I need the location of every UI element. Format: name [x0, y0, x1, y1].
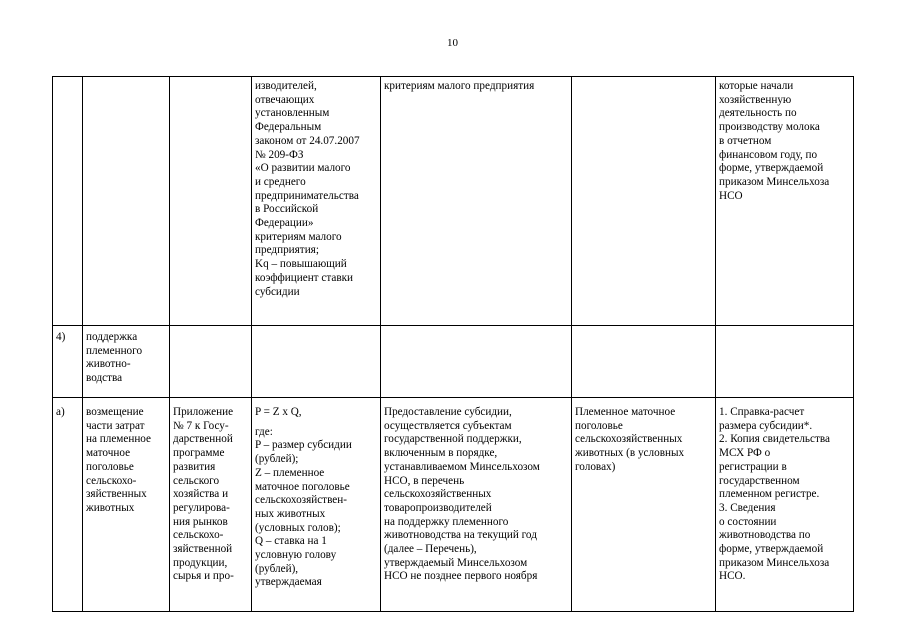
cell-text-line: где: [255, 425, 273, 438]
cell-legal-basis [170, 77, 252, 326]
cell-indicator [572, 398, 716, 612]
cell-text-line: НСО. [719, 570, 746, 583]
table-row [53, 77, 854, 326]
cell-text-line: установленным [255, 107, 330, 120]
cell-text-line: в Российской [255, 203, 319, 216]
cell-text-line: 4) [56, 331, 66, 343]
cell-conditions [381, 398, 572, 612]
cell-text-line: хозяйства и [173, 488, 229, 501]
cell-text-line: 3. Сведения [719, 501, 776, 514]
cell-text-line: сельского [173, 474, 220, 487]
cell-text-line: племенном регистре. [719, 488, 820, 501]
cell-number [53, 326, 83, 398]
cell-text-line: продукции, [173, 556, 228, 569]
cell-conditions [381, 326, 572, 398]
cell-text-line: включенным в порядке, [384, 447, 498, 460]
cell-text-line: животных [86, 501, 135, 514]
cell-text-line: животноводства на текущий год [384, 529, 537, 542]
cell-text-line: племенного [86, 344, 143, 357]
page-number: 10 [447, 37, 458, 49]
cell-text-line: условную голову [255, 549, 337, 562]
cell-direction [83, 77, 170, 326]
cell-text-line: Q – ставка на 1 [255, 535, 327, 548]
cell-text-line: поголовье [575, 419, 623, 432]
cell-text-line: животно- [86, 358, 131, 371]
cell-text-line: МСХ РФ о [719, 447, 771, 460]
cell-text-line: «О развитии малого [255, 162, 351, 175]
cell-text-line: поголовье [86, 460, 134, 473]
cell-text-line: животных (в условных [575, 447, 685, 460]
cell-documents [716, 398, 854, 612]
cell-text-line: (далее – Перечень), [384, 543, 477, 556]
cell-text-line: регистрации в [719, 460, 787, 473]
table-row [53, 326, 854, 398]
cell-text-line: Предоставление субсидии, [384, 406, 512, 418]
cell-text-line: финансовом году, по [719, 148, 818, 161]
cell-text-line: части затрат [86, 419, 145, 432]
cell-text-line: форме, утверждаемой [719, 162, 824, 175]
cell-text-line: 1. Справка-расчет [719, 406, 805, 418]
cell-text-line: дарственной [173, 433, 233, 446]
cell-text-line: приказом Минсельхоза [719, 175, 830, 188]
cell-text-line: государственной поддержки, [384, 433, 522, 446]
cell-text-line: сельскохо- [173, 529, 224, 542]
cell-text-line: хозяйственную [719, 93, 792, 106]
cell-text-line: о состоянии [719, 515, 777, 528]
cell-text-line: ния рынков [173, 515, 228, 528]
cell-text-line: поддержка [86, 331, 138, 343]
cell-text-line: сырья и про- [173, 570, 234, 583]
cell-text-line: предприятия; [255, 244, 319, 257]
cell-conditions [381, 77, 572, 326]
table-row [53, 398, 854, 612]
cell-text-line: сельскохозяйственных [384, 488, 492, 501]
cell-text-line: которые начали [719, 80, 794, 92]
cell-text-line: Федерации» [255, 217, 314, 230]
cell-text-line: законом от 24.07.2007 [255, 134, 360, 147]
cell-legal-basis [170, 398, 252, 612]
cell-text-line: регулирова- [173, 501, 230, 514]
cell-text-line: НСО не позднее первого ноября [384, 570, 538, 583]
cell-text-line: субсидии [255, 285, 300, 298]
cell-text-line: товаропроизводителей [384, 501, 492, 514]
cell-text-line: государственном [719, 474, 800, 487]
cell-text-line: утверждаемый Минсельхозом [384, 556, 528, 569]
cell-text-line: коэффициент ставки [255, 271, 354, 284]
cell-text-line: сельскохозяйствен- [255, 494, 347, 507]
cell-text-line: в отчетном [719, 134, 772, 147]
cell-documents [716, 326, 854, 398]
cell-text-line: НСО [719, 189, 743, 202]
cell-text-line: сельскохозяйственных [575, 433, 683, 446]
cell-text-line: на племенное [86, 433, 152, 446]
cell-text-line: P = Z x Q, [255, 406, 302, 418]
cell-text-line: маточное [86, 447, 131, 460]
cell-text-line: № 7 к Госу- [173, 419, 229, 432]
cell-text-line: (рублей); [255, 453, 299, 466]
cell-text-line: осуществляется субъектам [384, 419, 512, 432]
cell-text-line: P – размер субсидии [255, 439, 352, 452]
cell-text-line: устанавливаемом Минсельхозом [384, 460, 540, 473]
cell-text-line: зяйственной [173, 543, 233, 556]
cell-text-line: водства [86, 372, 123, 385]
cell-formula [252, 326, 381, 398]
cell-text-line: развития [173, 460, 216, 473]
cell-text-line: размера субсидии*. [719, 419, 813, 432]
cell-text-line: отвечающих [255, 93, 315, 106]
cell-text-line: деятельность по [719, 107, 797, 120]
cell-text-line: а) [56, 406, 65, 418]
cell-text-line: (условных голов); [255, 521, 341, 534]
cell-text-line: критериям малого предприятия [384, 80, 535, 92]
cell-text-line: Kq – повышающий [255, 258, 347, 271]
cell-text-line: зяйственных [86, 488, 147, 501]
cell-text-line: утверждаемая [255, 576, 322, 589]
cell-text-line: ных животных [255, 507, 326, 520]
cell-text-line: изводителей, [255, 80, 317, 92]
cell-documents [716, 77, 854, 326]
cell-text-line: и среднего [255, 175, 306, 188]
cell-text-line: производству молока [719, 121, 820, 134]
cell-indicator [572, 77, 716, 326]
cell-text-line: головах) [575, 460, 616, 473]
cell-text-line: Племенное маточное [575, 406, 676, 418]
cell-text-line: 2. Копия свидетельства [719, 433, 830, 446]
cell-text-line: критериям малого [255, 230, 342, 243]
cell-text-line: сельскохо- [86, 474, 137, 487]
cell-text-line: форме, утверждаемой [719, 543, 824, 556]
cell-text-line: Приложение [173, 406, 234, 418]
cell-number [53, 398, 83, 612]
cell-text-line: программе [173, 447, 225, 460]
cell-formula [252, 77, 381, 326]
cell-text-line: возмещение [86, 406, 144, 418]
cell-text-line: приказом Минсельхоза [719, 556, 830, 569]
cell-legal-basis [170, 326, 252, 398]
cell-formula [252, 398, 381, 612]
cell-text-line: маточное поголовье [255, 480, 350, 493]
cell-text-line: Z – племенное [255, 466, 325, 479]
cell-text-line: (рублей), [255, 562, 299, 575]
cell-text-line: № 209-ФЗ [255, 148, 304, 161]
cell-direction [83, 398, 170, 612]
cell-indicator [572, 326, 716, 398]
cell-number [53, 77, 83, 326]
cell-text-line: предпринимательства [255, 189, 359, 202]
cell-text-line: НСО, в перечень [384, 474, 465, 487]
cell-text-line: Федеральным [255, 121, 322, 134]
cell-text-line: на поддержку племенного [384, 515, 509, 528]
cell-direction [83, 326, 170, 398]
cell-text-line: животноводства по [719, 529, 811, 542]
subsidy-table [52, 76, 854, 612]
